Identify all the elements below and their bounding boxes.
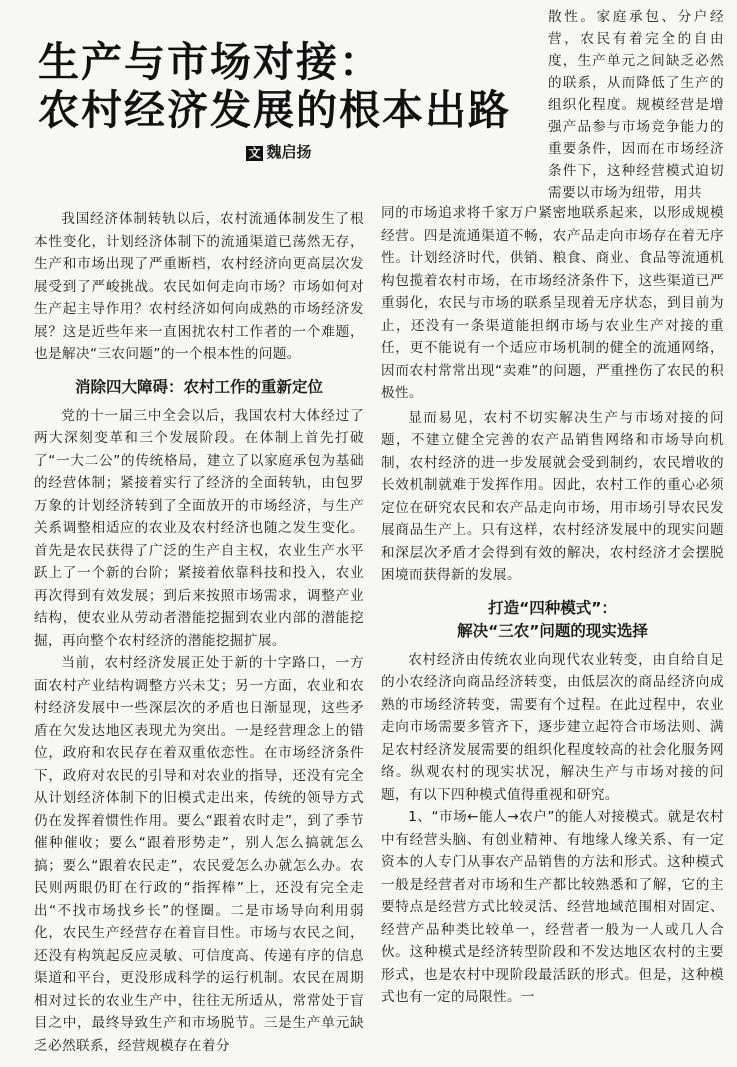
- intro-paragraph: 我国经济体制转轨以后，农村流通体制发生了根本性变化，计划经济体制下的流通渠道已荡然无存，生产和市场出现了严重断档，农村经济向更高层次发展受到了严峻挑战。农民如何走向市场？市场如何对生产起主导作用？农村经济如何向成熟的市场经济发展？这是近些年来一直困扰农村工作者的一个难题，也是解决“三农问题”的一个根本性的问题。: [34, 211, 364, 362]
- author-name: 魏启扬: [266, 143, 312, 161]
- right-column: [381, 202, 724, 1057]
- paragraph-crossroads: 当前，农村经济发展正处于新的十字路口，一方面农村产业结构调整方兴未艾；另一方面，农业和农村经济发展中一些深层次的矛盾也日渐显现，这些矛盾在欠发达地区表现尤为突出。一是经营理念上的错位，政府和农民存在着双重依恋性。在市场经济条件下，政府对农民的引导和对农业的指导，还没有完全从计划经济体制下的旧模式走出来，传统的领导方式仍在发挥着惯性作用。要么“跟着农时走”，到了季节催种催收；要么“跟着形势走”，别人怎么搞就怎么搞；要么“跟着农民走”，农民爱怎么办就怎么办。农民则两眼仍盯在行政的“指挥棒”上，还没有完全走出“不找市场找乡长”的怪圈。二是市场导向利用弱化，农民生产经营存在着盲目性。市场与农民之间，还没有构筑起反应灵敏、可信度高、传递有序的信息渠道和平台，更没形成科学的运行机制。农民在周期相对过长的农业生产中，往往无所适从，常常处于盲目之中，最终导致生产和市场脱节。三是生产单元缺乏必然联系，经营规模存在着分: [34, 655, 364, 1054]
- left-column: [34, 208, 364, 1057]
- paragraph-continued: 同的市场追求将千家万户紧密地联系起来，以形成规模经营。四是流通渠道不畅，农产品走向市场存在着无序性。计划经济时代，供销、粮食、商业、食品等流通机构包揽着农村市场，在市场经济条件下，这些渠道已严重弱化，农民与市场的联系呈现着无序状态，到目前为止，还没有一条渠道能担纲市场与农业生产对接的重任，更不能说有一个适应市场机制的健全的流通网络，因而农村常常出现“卖难”的问题，严重挫伤了农民的积极性。: [381, 205, 724, 401]
- paragraph-reform: 党的十一届三中全会以后，我国农村大体经过了两大深刻变革和三个发展阶段。在体制上首先打破了“一大二公”的传统格局，建立了以家庭承包为基础的经营体制；紧接着实行了经济的全面转轨，由包罗万象的计划经济转到了全面放开的市场经济，与生产关系调整相适应的农业及农村经济也随之发生变化。首先是农民获得了广泛的生产自主权，农业生产水平跃上了一个新的台阶；紧接着依靠科技和投入，农业再次得到有效发展；到后来按照市场需求，调整产业结构，使农业从劳动者潜能挖掘到农业内部的潜能挖掘，再向整个农村经济的潜能挖掘扩展。: [34, 407, 364, 649]
- section-heading-2-line2: 解决“三农”问题的现实选择: [457, 621, 648, 640]
- paragraph-continued-top: 散性。家庭承包、分户经营，农民有着完全的自由度，生产单元之间缺乏必然的联系，从而降低了生产的组织化程度。规模经营是增强产品参与市场竞争能力的重要条件，因而在市场经济条件下，这种经营模式迫切需要以市场为纽带，用共: [548, 9, 724, 201]
- article-title-line1: 生产与市场对接：: [38, 38, 382, 86]
- article-body: [34, 205, 724, 1057]
- byline: [34, 142, 524, 162]
- section-heading-1: 消除四大障碍：农村工作的重新定位: [74, 377, 323, 396]
- title-area: [34, 6, 524, 162]
- paragraph-mode-1: 1、“市场←能人→农户”的能人对接模式。就是农村中有经营头脑、有创业精神、有地缘人缘关系、有一定资本的人专门从事农产品销售的方法和形式。这种模式一般是经营者对市场和生产都比较熟悉和了解，它的主要特点是经营方式比较灵活、经营地域范围相对固定、经营产品种类比较单一，经营者一般为一人或几人合伙。这种模式是经济转型阶段和不发达地区农村的主要形式，也是农村中现阶段最活跃的形式。但是，这种模式也有一定的局限性。一: [381, 809, 724, 1005]
- paragraph-obvious: 显而易见，农村不切实解决生产与市场对接的问题，不建立健全完善的农产品销售网络和市场导向机制，农村经济的进一步发展就会受到制约，农民增收的长效机制就难于发挥作用。因此，农村工作的重心必须定位在研究农民和农产品走向市场，用市场引导农民发展商品生产上。只有这样，农村经济发展中的现实问题和深层次矛盾才会得到有效的解决，农村经济才会摆脱困境而获得新的发展。: [381, 409, 724, 583]
- article-header: [34, 6, 724, 204]
- byline-mark: 文: [248, 146, 261, 160]
- paragraph-transition: 农村经济由传统农业向现代农业转变，由自给自足的小农经济向商品经济转变，由低层次的商品经济向成熟的市场经济转变，需要有个过程。在此过程中，农业走向市场需要多管齐下，逐步建立起符合市场法则、满足农村经济发展需要的组织化程度较高的社会化服务网络。纵观农村的现实状况，解决生产与市场对接的问题，有以下四种模式值得重视和研究。: [381, 651, 724, 803]
- article-title-line2: 农村经济发展的根本出路: [38, 86, 511, 134]
- section-heading-2-line1: 打造“四种模式”：: [488, 598, 617, 617]
